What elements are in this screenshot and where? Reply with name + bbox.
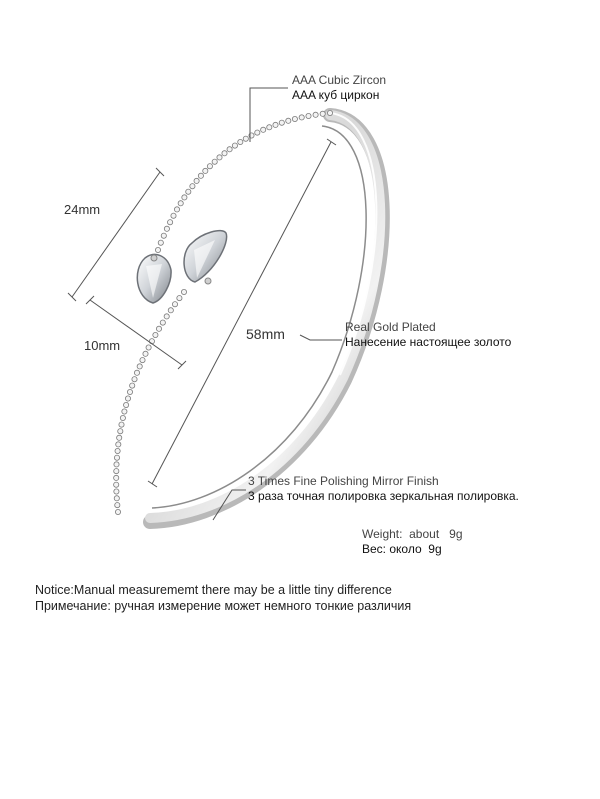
pave-stone xyxy=(115,448,120,453)
pave-stone xyxy=(178,201,183,206)
pave-stone xyxy=(172,302,177,307)
pave-stone xyxy=(327,110,332,115)
pave-stone xyxy=(114,482,119,487)
pave-stone xyxy=(115,503,120,508)
pave-stone xyxy=(158,240,163,245)
pave-stone xyxy=(143,351,148,356)
callout-weight-ru: Вес: около 9g xyxy=(362,542,442,556)
pave-stone xyxy=(137,364,142,369)
pave-stone xyxy=(146,345,151,350)
dimension-opening-label: 10mm xyxy=(84,338,121,353)
pave-stone xyxy=(114,496,119,501)
pave-stone xyxy=(217,155,222,160)
pave-stone xyxy=(203,168,208,173)
pave-stone xyxy=(117,435,122,440)
pave-stone xyxy=(119,422,124,427)
callout-zircon-ru: AAA куб циркон xyxy=(292,88,380,102)
pave-stone xyxy=(114,489,119,494)
callout-weight xyxy=(362,527,463,557)
pave-stone xyxy=(255,130,260,135)
measurement-notice xyxy=(35,582,411,614)
pave-stone xyxy=(118,429,123,434)
pave-stone xyxy=(292,116,297,121)
notice-en: Notice:Manual measurememt there may be a little tiny difference xyxy=(35,583,392,597)
pave-stone xyxy=(182,195,187,200)
pave-stone xyxy=(114,462,119,467)
callout-plating-en: Real Gold Plated xyxy=(345,320,436,334)
callout-zircon xyxy=(292,73,386,103)
pave-stone xyxy=(261,127,266,132)
pave-stone xyxy=(161,233,166,238)
pave-stone xyxy=(306,113,311,118)
callout-polish-ru: 3 раза точная полировка зеркальная полировка. xyxy=(248,489,519,503)
pave-stone xyxy=(171,213,176,218)
pave-stone xyxy=(116,442,121,447)
callout-plating xyxy=(345,320,511,350)
pave-stone xyxy=(122,409,127,414)
pave-stone xyxy=(212,159,217,164)
pave-stone xyxy=(114,455,119,460)
pave-stone xyxy=(168,308,173,313)
pave-stone xyxy=(279,120,284,125)
pave-stone xyxy=(168,220,173,225)
pave-stone xyxy=(127,389,132,394)
callout-polish xyxy=(248,474,519,504)
pear-stone-left xyxy=(137,254,171,303)
pear-stone-right xyxy=(184,231,227,284)
callout-polish-en: 3 Times Fine Polishing Mirror Finish xyxy=(248,474,439,488)
pave-stone xyxy=(227,147,232,152)
pave-stone xyxy=(267,125,272,130)
pave-stones-lower xyxy=(114,289,187,514)
pave-stone xyxy=(313,112,318,117)
dimension-diameter-label: 58mm xyxy=(246,326,285,342)
pave-stones-upper xyxy=(155,110,332,252)
pave-stone xyxy=(164,226,169,231)
bangle-band xyxy=(150,113,383,522)
pave-stone xyxy=(207,164,212,169)
pave-stone xyxy=(198,173,203,178)
pave-stone xyxy=(140,358,145,363)
callout-zircon-en: AAA Cubic Zircon xyxy=(292,73,387,87)
pave-stone xyxy=(164,314,169,319)
pave-stone xyxy=(156,326,161,331)
callout-weight-en: Weight: about 9g xyxy=(362,527,463,541)
pave-stone xyxy=(114,469,119,474)
pave-stone xyxy=(115,509,120,514)
pave-stone xyxy=(155,247,160,252)
pave-stone xyxy=(124,402,129,407)
pave-stone xyxy=(160,320,165,325)
pave-stone xyxy=(120,415,125,420)
pave-stone xyxy=(132,377,137,382)
pave-stone xyxy=(299,115,304,120)
pave-stone xyxy=(320,111,325,116)
pave-stone xyxy=(238,139,243,144)
pave-stone xyxy=(243,136,248,141)
pave-stone xyxy=(273,122,278,127)
pave-stone xyxy=(194,178,199,183)
pave-stone xyxy=(232,143,237,148)
pave-stone xyxy=(125,396,130,401)
pave-stone xyxy=(181,289,186,294)
pave-stone xyxy=(177,296,182,301)
pave-stone xyxy=(130,383,135,388)
pave-stone xyxy=(153,332,158,337)
callout-plating-ru: Нанесение настоящее золото xyxy=(345,335,512,349)
pave-stone xyxy=(174,207,179,212)
pave-stone xyxy=(222,151,227,156)
pave-stone xyxy=(190,184,195,189)
pave-stone xyxy=(134,370,139,375)
notice-ru: Примечание: ручная измерение может немного тонкие различия xyxy=(35,599,412,613)
pave-stone xyxy=(286,118,291,123)
pave-stone xyxy=(114,475,119,480)
pave-stone xyxy=(186,189,191,194)
dimension-width-label: 24mm xyxy=(64,202,101,217)
